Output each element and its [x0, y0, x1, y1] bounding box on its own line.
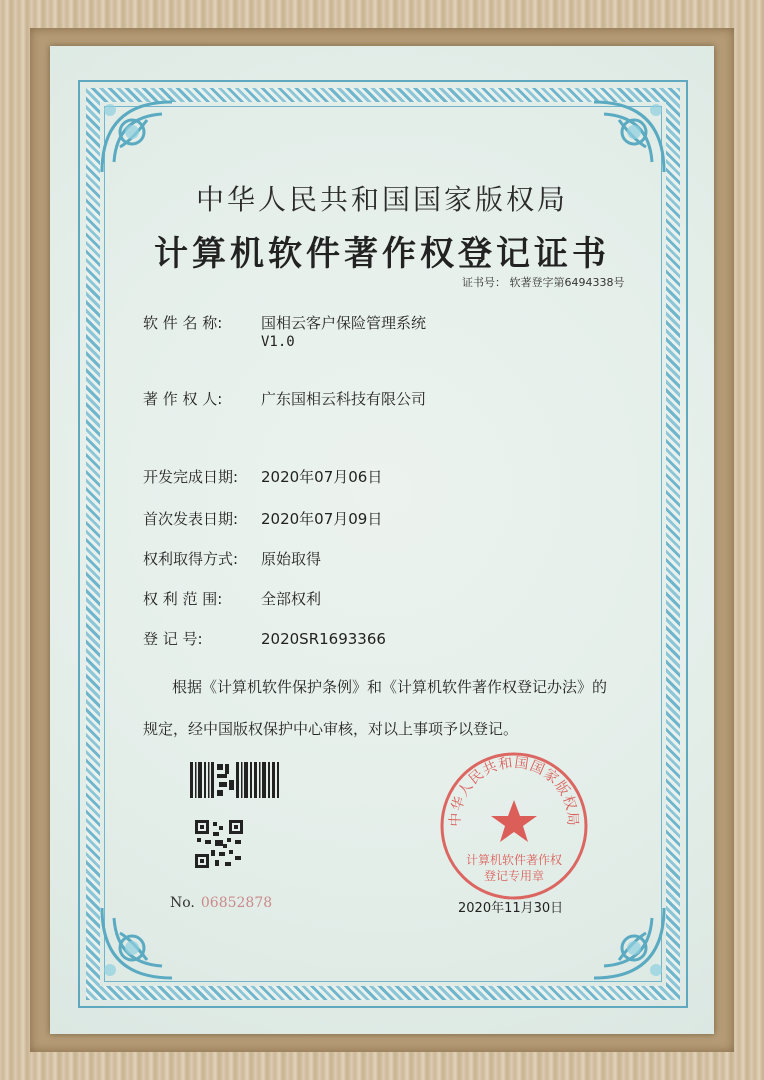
field-value: 2020SR1693366 [261, 630, 386, 648]
serial-prefix: No. [170, 895, 195, 911]
serial-number [170, 895, 272, 911]
field-value: 2020年07月09日 [261, 510, 383, 528]
field-value: 广东国相云科技有限公司 [261, 390, 427, 408]
field-registration-number [143, 628, 386, 649]
qr-code [195, 820, 243, 868]
field-label: 首次发表日期: [143, 510, 239, 528]
field-acquisition-method [143, 548, 321, 569]
corner-ornament-top-left [92, 92, 182, 182]
issuing-authority: 中华人民共和国国家版权局 [195, 183, 568, 216]
seal-star-icon [491, 800, 537, 842]
official-seal [438, 750, 590, 902]
seal-ring-text: 中华人民共和国国家版权局 [447, 755, 581, 828]
field-label: 登 记 号: [143, 630, 203, 648]
field-copyright-owner [143, 388, 426, 409]
seal-inner-line-1: 计算机软件著作权 [465, 853, 563, 867]
field-label: 软 件 名 称: [143, 314, 223, 332]
software-version: V1.0 [261, 334, 295, 350]
field-value: 全部权利 [261, 590, 322, 608]
seal-inner-line-2: 登记专用章 [483, 869, 545, 883]
field-label: 权利取得方式: [143, 550, 239, 568]
certificate-title: 计算机软件著作权登记证书 [154, 234, 610, 274]
barcode [190, 762, 282, 798]
statement-line-1: 根据《计算机软件保护条例》和《计算机软件著作权登记办法》的 [172, 678, 608, 696]
field-rights-scope [143, 588, 321, 609]
corner-ornament-bottom-right [584, 898, 674, 988]
corner-ornament-bottom-left [92, 898, 182, 988]
field-first-publication-date [143, 508, 382, 529]
field-label: 权 利 范 围: [143, 590, 223, 608]
field-development-date [143, 466, 382, 487]
field-value: 国相云客户保险管理系统 [261, 314, 427, 332]
statement-line-2: 规定，经中国版权保护中心审核，对以上事项予以登记。 [143, 720, 519, 738]
field-label: 著 作 权 人: [143, 390, 223, 408]
field-value: 2020年07月06日 [261, 468, 383, 486]
serial-value: 06852878 [200, 895, 273, 911]
certificate-number: 证书号： 软著登字第6494338号 [462, 276, 625, 289]
corner-ornament-top-right [584, 92, 674, 182]
field-software-name [143, 312, 426, 333]
field-label: 开发完成日期: [143, 468, 239, 486]
issue-date: 2020年11月30日 [458, 901, 564, 916]
field-value: 原始取得 [261, 550, 322, 568]
